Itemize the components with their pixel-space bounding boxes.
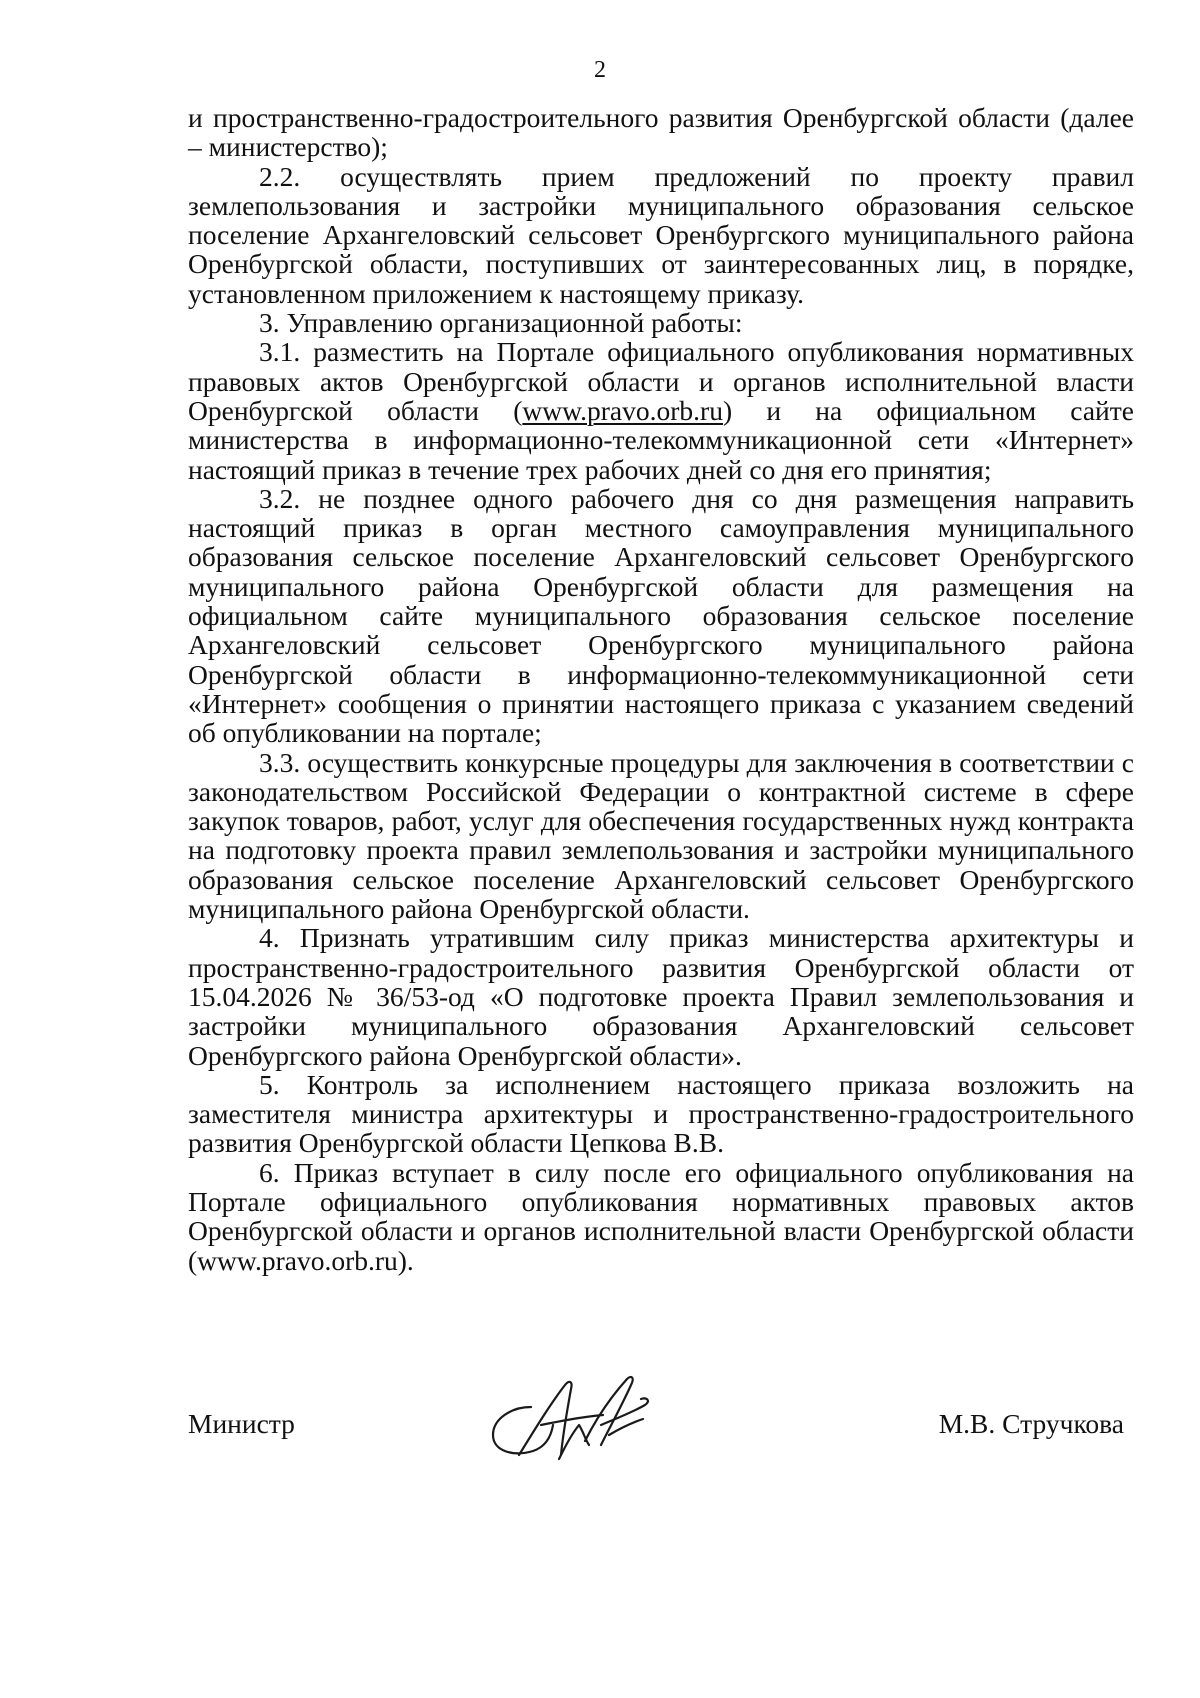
paragraph-3-1-text-after: ) и на официальном сайте министерства в информационно-телекоммуникационной сети «Интернет» настоящий приказ в течение трех рабочих дней со дня его принятия;: [188, 394, 1134, 485]
paragraph-2-2: 2.2. осуществлять прием предложений по проекту правил землепользования и застройки муниципального образования сельское поселение Архангеловский сельсовет Оренбургского муниципального района Оренбургской области, поступивших от заинтересованных лиц, в порядке, установленном приложением к настоящему приказу.: [188, 160, 1134, 309]
paragraph-3-1-text-before: 3.1. разместить на Портале официального опубликования нормативных правовых актов Оренбургской области и органов исполнительной власти Оренбургской области (: [188, 336, 1134, 426]
paragraph-3-1: [188, 337, 1134, 483]
paragraph-3-3: 3.3. осуществить конкурсные процедуры для заключения в соответствии с законодательством Российской Федерации о контрактной системе в сфере закупок товаров, работ, услуг для обеспечения государственных нужд контракта на подготовку проекта правил землепользования и застройки муниципального образования сельское поселение Архангеловский сельсовет Оренбургского муниципального района Оренбургской области.: [188, 746, 1134, 925]
document-body: [188, 103, 1134, 1275]
paragraph-6: 6. Приказ вступает в силу после его официального опубликования на Портале официального опубликования нормативных правовых актов Оренбургской области и органов исполнительной власти Оренбургской области (www.pravo.orb.ru).: [188, 1156, 1134, 1276]
paragraph-4: 4. Признать утратившим силу приказ министерства архитектуры и пространственно-градостроительного развития Оренбургской области от 15.04.2026 № 36/53-од «О подготовке проекта Правил землепользования и застройки муниципального образования Архангеловский сельсовет Оренбургского района Оренбургской области».: [188, 922, 1134, 1071]
signature-block: [188, 1383, 1124, 1473]
paragraph-3-2: 3.2. не позднее одного рабочего дня со дня размещения направить настоящий приказ в орган местного самоуправления муниципального образования сельское поселение Архангеловский сельсовет Оренбургского муниципального района Оренбургской области для размещения на официальном сайте муниципального образования сельское поселение Архангеловский сельсовет Оренбургского муниципального района Оренбургской области в информационно-телекоммуникационной сети «Интернет» сообщения о принятии настоящего приказа с указанием сведений об опубликовании на портале;: [188, 482, 1134, 749]
paragraph-5: 5. Контроль за исполнением настоящего приказа возложить на заместителя министра архитектуры и пространственно-градостроительного развития Оренбургской области Цепкова В.В.: [188, 1068, 1134, 1159]
signatory-name: М.В. Стручкова: [938, 1408, 1124, 1439]
pravo-portal-link[interactable]: www.pravo.orb.ru: [522, 394, 723, 426]
paragraph-3: 3. Управлению организационной работы:: [259, 307, 743, 339]
handwritten-signature: [485, 1363, 675, 1463]
paragraph-continuation: и пространственно-градостроительного развития Оренбургской области (далее – министерство);: [188, 102, 1134, 163]
page-number: 2: [594, 57, 606, 83]
signatory-position: Министр: [188, 1408, 295, 1439]
